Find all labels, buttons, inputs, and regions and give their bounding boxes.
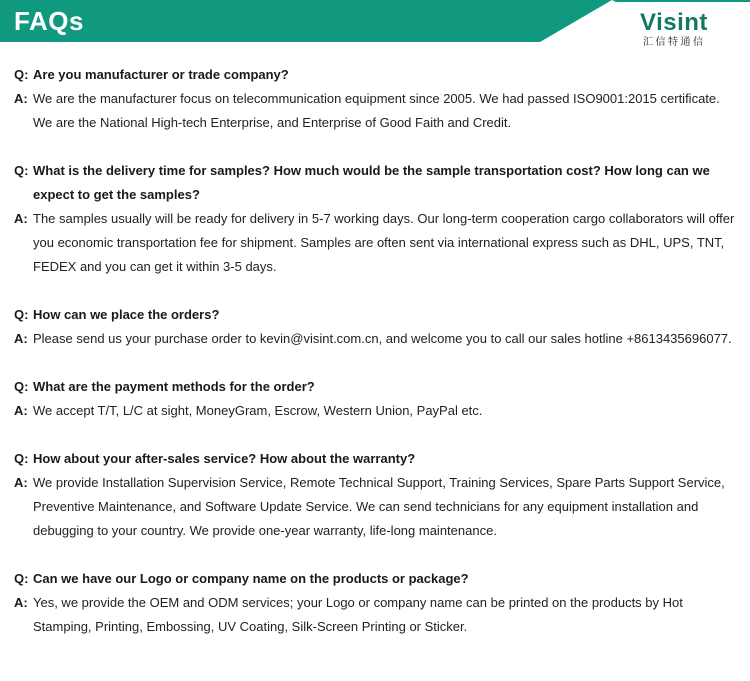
answer-marker: A: xyxy=(14,331,28,346)
logo-wordmark: Visint xyxy=(640,9,708,36)
answer-row xyxy=(14,471,738,543)
question-text: Can we have our Logo or company name on the products or package? xyxy=(33,571,469,586)
answer-text: Yes, we provide the OEM and ODM services; your Logo or company name can be printed on the products by Hot Stamping, Printing, Embossing, UV Coating, Silk-Screen Printing or Sticker. xyxy=(33,595,683,634)
faq-item xyxy=(14,303,738,351)
answer-marker: A: xyxy=(14,91,28,106)
answer-row xyxy=(14,87,738,135)
faq-item xyxy=(14,159,738,279)
company-logo xyxy=(640,8,740,52)
answer-text: We accept T/T, L/C at sight, MoneyGram, Escrow, Western Union, PayPal etc. xyxy=(33,403,483,418)
faq-item xyxy=(14,567,738,639)
answer-row xyxy=(14,207,738,279)
question-row xyxy=(14,303,738,327)
answer-text: We provide Installation Supervision Service, Remote Technical Support, Training Services, Spare Parts Support Service, Preventive Maintenance, and Software Update Service. We can send technicians for any equipment installation and debugging to your country. We provide one-year warranty, life-long maintenance. xyxy=(33,475,725,538)
answer-row xyxy=(14,591,738,639)
question-row xyxy=(14,159,738,207)
answer-row xyxy=(14,327,738,351)
answer-text: The samples usually will be ready for delivery in 5-7 working days. Our long-term cooperation cargo collaborators will offer you economic transportation fee for shipment. Samples are often sent via international express such as DHL, UPS, TNT, FEDEX and you can get it within 3-5 days. xyxy=(33,211,735,274)
question-text: What is the delivery time for samples? How much would be the sample transportation cost? How long can we expect to get the samples? xyxy=(33,163,710,202)
question-text: Are you manufacturer or trade company? xyxy=(33,67,289,82)
question-text: How can we place the orders? xyxy=(33,307,220,322)
answer-marker: A: xyxy=(14,475,28,490)
answer-row xyxy=(14,399,738,423)
faq-list xyxy=(14,63,738,663)
answer-text: Please send us your purchase order to kevin@visint.com.cn, and welcome you to call our sales hotline +8613435696077. xyxy=(33,331,732,346)
faq-item xyxy=(14,375,738,423)
question-text: How about your after-sales service? How about the warranty? xyxy=(33,451,416,466)
question-row xyxy=(14,447,738,471)
logo-chinese-name: 汇信特通信 xyxy=(643,37,706,48)
header-bar-shape xyxy=(0,0,750,52)
faq-item xyxy=(14,63,738,135)
question-marker: Q: xyxy=(14,67,29,82)
question-marker: Q: xyxy=(14,451,29,466)
question-marker: Q: xyxy=(14,163,29,178)
question-text: What are the payment methods for the order? xyxy=(33,379,315,394)
question-marker: Q: xyxy=(14,307,29,322)
question-marker: Q: xyxy=(14,571,29,586)
header-banner xyxy=(0,0,750,52)
answer-text: We are the manufacturer focus on telecommunication equipment since 2005. We had passed ISO9001:2015 certificate. We are the National High-tech Enterprise, and Enterprise of Good Faith and Credit. xyxy=(33,91,720,130)
answer-marker: A: xyxy=(14,211,28,226)
question-marker: Q: xyxy=(14,379,29,394)
faq-item xyxy=(14,447,738,543)
answer-marker: A: xyxy=(14,403,28,418)
answer-marker: A: xyxy=(14,595,28,610)
page-title: FAQs xyxy=(14,6,84,36)
question-row xyxy=(14,567,738,591)
question-row xyxy=(14,375,738,399)
question-row xyxy=(14,63,738,87)
